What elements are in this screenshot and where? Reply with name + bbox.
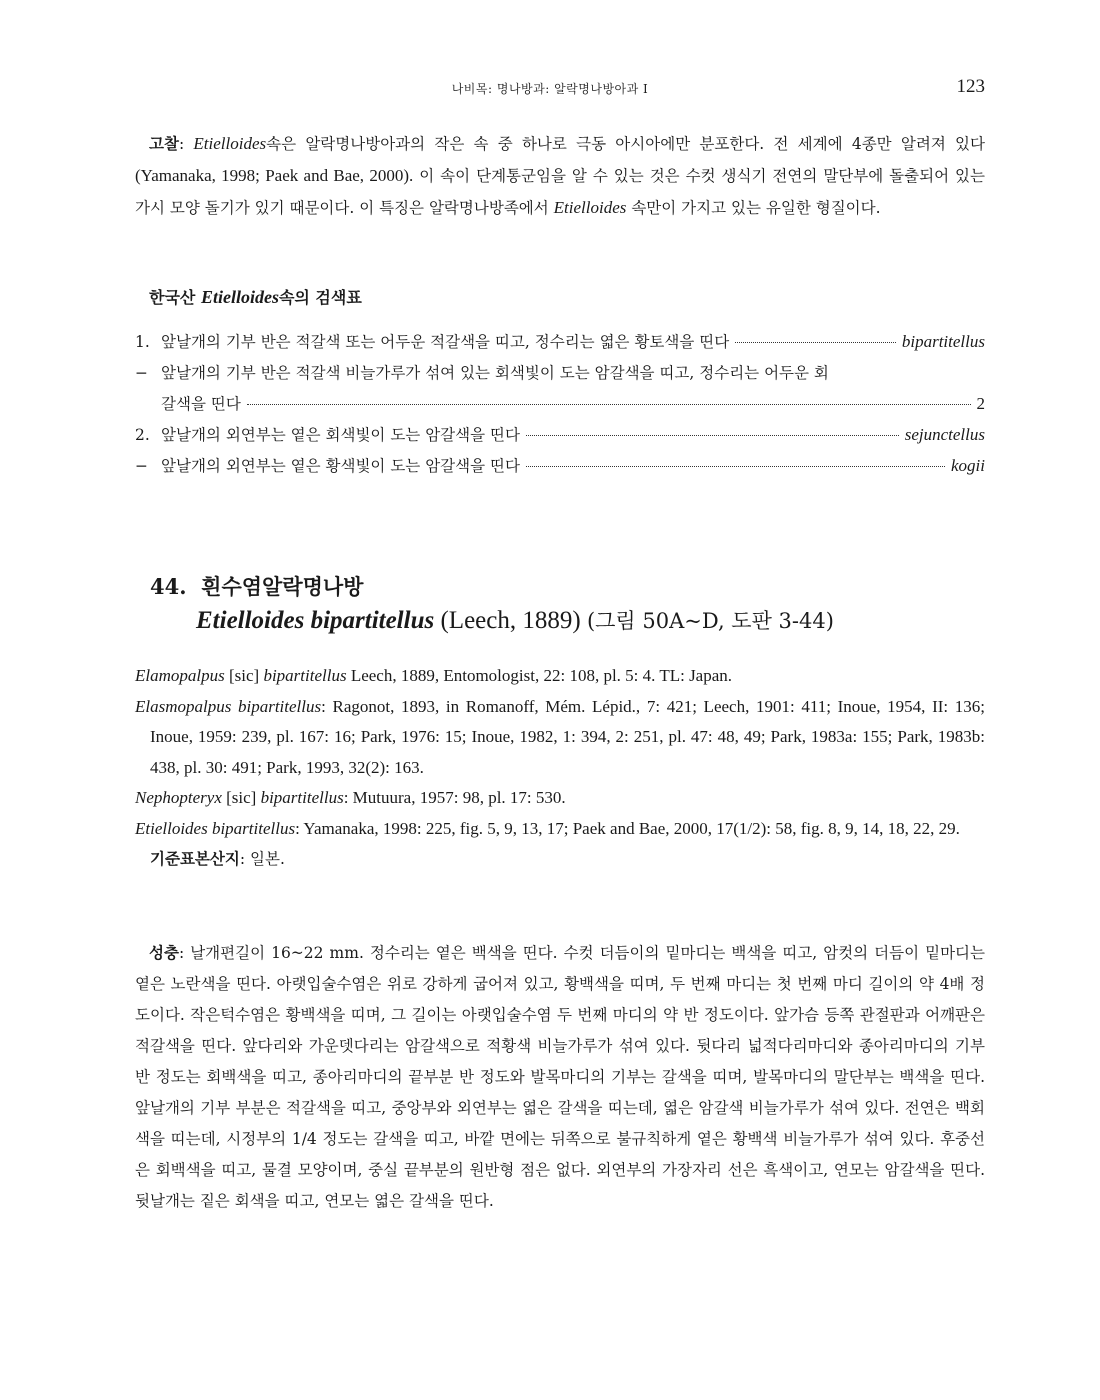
genus-name: Etielloides bbox=[193, 134, 267, 153]
key-result: kogii bbox=[951, 456, 985, 475]
key-result: 2 bbox=[976, 394, 985, 413]
identification-key bbox=[135, 330, 985, 485]
running-header: 나비목: 명나방과: 알락명나방아과 I bbox=[451, 82, 649, 96]
key-item: − 앞날개의 기부 반은 적갈색 비늘가루가 섞여 있는 회색빛이 도는 암갈색을 띠고, 정수리는 어두운 회 bbox=[135, 364, 829, 382]
page-number: 123 bbox=[956, 76, 985, 97]
species-korean-name: 44. 흰수염알락명나방 bbox=[150, 574, 364, 599]
remarks-label: 고찰 bbox=[149, 134, 179, 153]
description-label: 성충 bbox=[149, 943, 179, 962]
leader-dots bbox=[247, 404, 971, 405]
key-item: 1. 앞날개의 기부 반은 적갈색 또는 어두운 적갈색을 띠고, 정수리는 엷은 황토색을 띤다 bipartitellus bbox=[135, 332, 985, 351]
synonym-list bbox=[135, 661, 985, 875]
synonym-entry: Nephopteryx [sic] bipartitellus: Mutuura, 1957: 98, pl. 17: 530. bbox=[135, 788, 566, 807]
remarks-paragraph: 고찰: Etielloides속은 알락명나방아과의 작은 속 중 하나로 극동 아시아에만 분포한다. 전 세계에 4종만 알려져 있다(Yamanaka, 1998; Paek and Bae, 2000). 이 속이 단계통군임을 알 수 있는 것은 수컷 생식기 전연의 말단부에 돌출되어 있는 가시 모양 돌기가 있기 때문이다. 이 특징은 알락명나방족에서 Etielloides 속만이 가지고 있는 유일한 형질이다. bbox=[135, 134, 985, 217]
species-scientific-name: Etielloides bipartitellus (Leech, 1889) (그림 50A~D, 도판 3-44) bbox=[196, 607, 834, 634]
key-heading: 한국산 Etielloides속의 검색표 bbox=[149, 287, 362, 307]
genus-name: Etielloides bbox=[553, 198, 627, 217]
leader-dots bbox=[526, 435, 899, 436]
synonym-entry: Elamopalpus [sic] bipartitellus Leech, 1889, Entomologist, 22: 108, pl. 5: 4. TL: Japan. bbox=[135, 666, 733, 685]
synonym-entry: Elasmopalpus bipartitellus: Ragonot, 1893, in Romanoff, Mém. Lépid., 7: 421; Leech, 1901: 411; Inoue, 1954, II: 136; Inoue, 1959: 239, pl. 167: 16; Park, 1976: 15; Inoue, 1982, 1: 394, 2: 251, pl. 47: 48, 49; Park, 1983a: 155; Park, 1983b: 438, pl. 30: 491; Park, 1993, 32(2): 163. bbox=[135, 696, 985, 777]
synonym-entry: Etielloides bipartitellus: Yamanaka, 1998: 225, fig. 5, 9, 13, 17; Paek and Bae, 2000, 17(1/2): 58, fig. 8, 9, 14, 18, 22, 29. bbox=[135, 818, 960, 838]
key-result: bipartitellus bbox=[901, 332, 985, 351]
references: (Yamanaka, 1998; Paek and Bae, 2000). bbox=[135, 166, 414, 185]
key-item: 2. 앞날개의 외연부는 옅은 회색빛이 도는 암갈색을 띤다 sejunctellus bbox=[135, 425, 985, 444]
key-result: sejunctellus bbox=[904, 425, 985, 444]
leader-dots bbox=[735, 342, 896, 343]
type-locality: 기준표본산지: 일본. bbox=[150, 849, 285, 868]
leader-dots bbox=[526, 466, 945, 467]
adult-description: 성충: 날개편길이 16~22 mm. 정수리는 옅은 백색을 띤다. 수컷 더듬이의 밑마디는 백색을 띠고, 암컷의 더듬이 밑마디는 옅은 노란색을 띤다. 아랫입술수염은 위로 강하게 굽어져 있고, 황백색을 띠며, 두 번째 마디는 첫 번째 마디 길이의 약 4배 정도이다. 작은턱수염은 황백색을 띠며, 그 길이는 아랫입술수염 두 번째 마디의 약 반 정도이다. 앞가슴 등쪽 관절판과 어깨판은 적갈색을 띤다. 앞다리와 가운뎃다리는 암갈색으로 적황색 비늘가루가 섞여 있다. 뒷다리 넓적다리마디와 종아리마디의 기부 반 정도는 회백색을 띠고, 종아리마디의 끝부분 반 정도와 발목마디의 기부는 갈색을 띠며, 발목마디의 말단부는 백색을 띤다. 앞날개의 기부 부분은 적갈색을 띠고, 중앙부와 외연부는 엷은 갈색을 띠는데, 엷은 암갈색 비늘가루가 섞여 있다. 전연은 백회색을 띠는데, 시정부의 1/4 정도는 갈색을 띠고, 바깥 면에는 뒤쪽으로 불규칙하게 옅은 황백색 비늘가루가 섞여 있다. 후중선은 회백색을 띠고, 물결 모양이며, 중실 끝부분의 원반형 점은 없다. 외연부의 가장자리 선은 흑색이고, 연모는 암갈색을 띤다. 뒷날개는 짙은 회색을 띠고, 연모는 엷은 갈색을 띤다. bbox=[135, 943, 985, 1210]
key-item: − 앞날개의 외연부는 옅은 황색빛이 도는 암갈색을 띤다 kogii bbox=[135, 456, 985, 475]
key-item-continuation: 갈색을 띤다 2 bbox=[161, 394, 985, 413]
species-heading bbox=[150, 570, 834, 638]
